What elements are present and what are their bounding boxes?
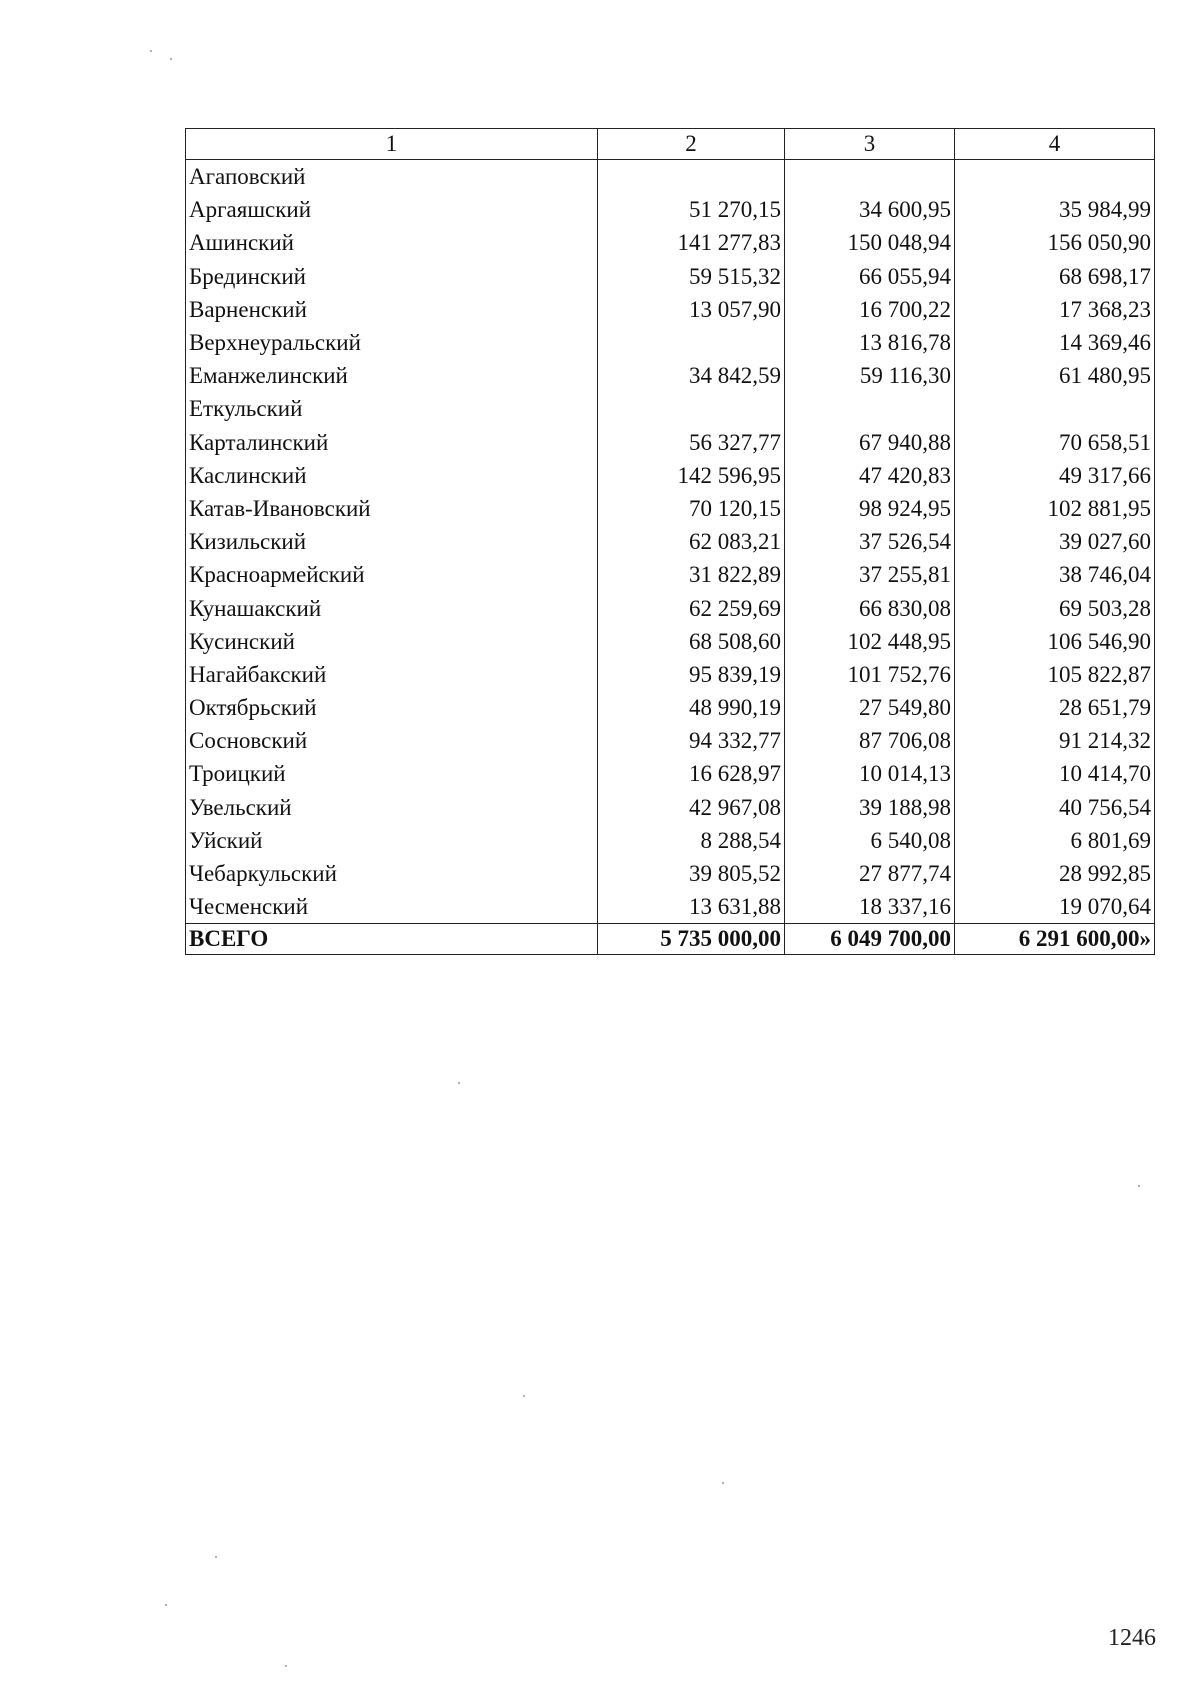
value-col2: 94 332,77	[598, 724, 785, 757]
value-col4: 70 658,51	[955, 426, 1155, 459]
table-row	[186, 193, 1155, 226]
value-col2: 42 967,08	[598, 791, 785, 824]
table-row	[186, 359, 1155, 392]
budget-table	[185, 128, 1155, 955]
table-row	[186, 426, 1155, 459]
value-col2: 62 083,21	[598, 525, 785, 558]
table-row	[186, 260, 1155, 293]
value-col3	[785, 160, 955, 194]
scan-speck	[722, 1482, 724, 1484]
value-col3: 150 048,94	[785, 226, 955, 259]
value-col4: 49 317,66	[955, 459, 1155, 492]
value-col2	[598, 326, 785, 359]
table-row	[186, 857, 1155, 890]
district-name: Троицкий	[186, 757, 598, 790]
value-col4: 61 480,95	[955, 359, 1155, 392]
value-col4: 10 414,70	[955, 757, 1155, 790]
table-footer	[186, 924, 1155, 955]
district-name: Уйский	[186, 824, 598, 857]
table-row	[186, 724, 1155, 757]
table-row	[186, 625, 1155, 658]
value-col4: 17 368,23	[955, 293, 1155, 326]
total-value-col4: 6 291 600,00»	[955, 924, 1155, 955]
district-name: Чесменский	[186, 890, 598, 924]
table-row	[186, 558, 1155, 591]
value-col4	[955, 392, 1155, 425]
value-col2: 56 327,77	[598, 426, 785, 459]
value-col3: 6 540,08	[785, 824, 955, 857]
table-header	[186, 129, 1155, 160]
value-col3: 34 600,95	[785, 193, 955, 226]
scan-speck	[1138, 1185, 1140, 1187]
total-row	[186, 924, 1155, 955]
district-name: Октябрьский	[186, 691, 598, 724]
value-col3: 98 924,95	[785, 492, 955, 525]
value-col3: 37 526,54	[785, 525, 955, 558]
district-name: Брединский	[186, 260, 598, 293]
value-col2: 95 839,19	[598, 658, 785, 691]
table-row	[186, 591, 1155, 624]
value-col3: 27 877,74	[785, 857, 955, 890]
value-col2: 51 270,15	[598, 193, 785, 226]
value-col2: 39 805,52	[598, 857, 785, 890]
value-col2: 59 515,32	[598, 260, 785, 293]
district-name: Катав-Ивановский	[186, 492, 598, 525]
value-col4: 69 503,28	[955, 591, 1155, 624]
value-col3: 16 700,22	[785, 293, 955, 326]
district-name: Еткульский	[186, 392, 598, 425]
value-col4: 102 881,95	[955, 492, 1155, 525]
value-col4: 28 992,85	[955, 857, 1155, 890]
value-col3: 13 816,78	[785, 326, 955, 359]
value-col4: 105 822,87	[955, 658, 1155, 691]
table-row	[186, 658, 1155, 691]
value-col3: 102 448,95	[785, 625, 955, 658]
value-col2: 62 259,69	[598, 591, 785, 624]
table-row	[186, 293, 1155, 326]
value-col3: 47 420,83	[785, 459, 955, 492]
value-col4: 39 027,60	[955, 525, 1155, 558]
table-row	[186, 492, 1155, 525]
value-col4	[955, 160, 1155, 194]
scan-speck	[150, 50, 152, 52]
district-name: Аргаяшский	[186, 193, 598, 226]
value-col2: 48 990,19	[598, 691, 785, 724]
scan-speck	[170, 58, 172, 60]
value-col3: 66 055,94	[785, 260, 955, 293]
scan-speck	[215, 1556, 217, 1558]
table-body	[186, 160, 1155, 924]
value-col4: 106 546,90	[955, 625, 1155, 658]
value-col2	[598, 392, 785, 425]
column-header-1: 1	[186, 129, 598, 160]
table-row	[186, 525, 1155, 558]
value-col3: 87 706,08	[785, 724, 955, 757]
column-header-2: 2	[598, 129, 785, 160]
district-name: Кусинский	[186, 625, 598, 658]
value-col4: 91 214,32	[955, 724, 1155, 757]
table-row	[186, 326, 1155, 359]
table-row	[186, 160, 1155, 194]
district-name: Красноармейский	[186, 558, 598, 591]
district-name: Увельский	[186, 791, 598, 824]
table-row	[186, 459, 1155, 492]
value-col3: 66 830,08	[785, 591, 955, 624]
value-col3: 59 116,30	[785, 359, 955, 392]
value-col3	[785, 392, 955, 425]
value-col4: 156 050,90	[955, 226, 1155, 259]
value-col4: 6 801,69	[955, 824, 1155, 857]
district-name: Каслинский	[186, 459, 598, 492]
table-row	[186, 824, 1155, 857]
value-col3: 27 549,80	[785, 691, 955, 724]
value-col2	[598, 160, 785, 194]
table-row	[186, 757, 1155, 790]
header-row	[186, 129, 1155, 160]
district-name: Чебаркульский	[186, 857, 598, 890]
district-name: Верхнеуральский	[186, 326, 598, 359]
district-name: Еманжелинский	[186, 359, 598, 392]
column-header-4: 4	[955, 129, 1155, 160]
value-col2: 68 508,60	[598, 625, 785, 658]
district-name: Сосновский	[186, 724, 598, 757]
table-row	[186, 226, 1155, 259]
column-header-3: 3	[785, 129, 955, 160]
value-col4: 14 369,46	[955, 326, 1155, 359]
district-name: Нагайбакский	[186, 658, 598, 691]
total-value-col3: 6 049 700,00	[785, 924, 955, 955]
value-col2: 142 596,95	[598, 459, 785, 492]
page-number: 1246	[1108, 1625, 1156, 1651]
value-col3: 67 940,88	[785, 426, 955, 459]
district-name: Ашинский	[186, 226, 598, 259]
value-col4: 19 070,64	[955, 890, 1155, 924]
value-col3: 101 752,76	[785, 658, 955, 691]
district-name: Кунашакский	[186, 591, 598, 624]
district-name: Варненский	[186, 293, 598, 326]
value-col3: 10 014,13	[785, 757, 955, 790]
value-col2: 13 057,90	[598, 293, 785, 326]
value-col2: 13 631,88	[598, 890, 785, 924]
scan-speck	[458, 1082, 460, 1084]
scan-speck	[285, 1665, 287, 1667]
total-value-col2: 5 735 000,00	[598, 924, 785, 955]
value-col4: 35 984,99	[955, 193, 1155, 226]
value-col3: 18 337,16	[785, 890, 955, 924]
value-col2: 31 822,89	[598, 558, 785, 591]
value-col3: 37 255,81	[785, 558, 955, 591]
value-col2: 16 628,97	[598, 757, 785, 790]
table-row	[186, 392, 1155, 425]
value-col3: 39 188,98	[785, 791, 955, 824]
table-row	[186, 890, 1155, 924]
value-col4: 68 698,17	[955, 260, 1155, 293]
district-name: Карталинский	[186, 426, 598, 459]
table-row	[186, 791, 1155, 824]
value-col2: 70 120,15	[598, 492, 785, 525]
value-col2: 34 842,59	[598, 359, 785, 392]
value-col4: 38 746,04	[955, 558, 1155, 591]
table-row	[186, 691, 1155, 724]
value-col2: 141 277,83	[598, 226, 785, 259]
district-name: Кизильский	[186, 525, 598, 558]
total-label: ВСЕГО	[186, 924, 598, 955]
value-col4: 40 756,54	[955, 791, 1155, 824]
scan-speck	[165, 1604, 167, 1606]
value-col4: 28 651,79	[955, 691, 1155, 724]
value-col2: 8 288,54	[598, 824, 785, 857]
scan-speck	[523, 1395, 525, 1397]
district-name: Агаповский	[186, 160, 598, 194]
